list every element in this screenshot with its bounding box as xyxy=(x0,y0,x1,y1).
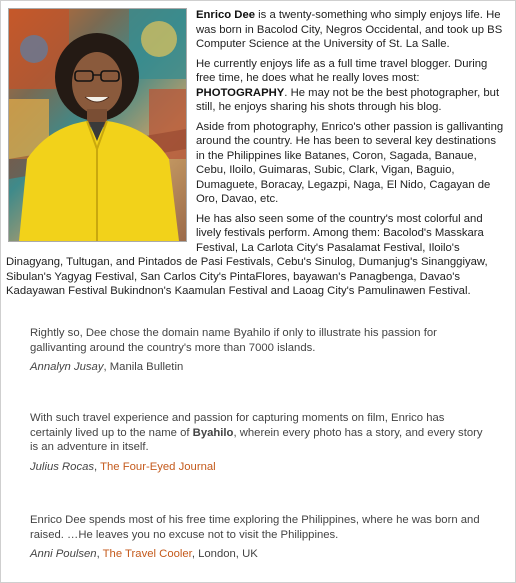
testimonial xyxy=(30,513,485,562)
testimonial xyxy=(30,326,485,375)
attribution-separator: , xyxy=(103,361,110,373)
quote-attribution xyxy=(30,360,485,375)
quote-text-b: , wherein every photo has a story, and every story is an adventure in itself. xyxy=(30,426,483,453)
byahilo-highlight: Byahilo xyxy=(192,426,234,439)
testimonial xyxy=(30,411,485,474)
source-link-four-eyed-journal[interactable]: The Four-Eyed Journal xyxy=(100,460,216,473)
bio-intro-text: is a twenty-something who simply enjoys life. He was born in Bacolod City, Negros Occidental, and took up BS Computer Science at the University of St. La Salle. xyxy=(196,9,503,50)
quote-attribution xyxy=(30,460,485,475)
quote-text-a: With such travel experience and passion for capturing moments on film, Enrico has certainly lived up to the name of xyxy=(30,412,445,439)
profile-photo xyxy=(8,8,187,242)
quote-source: Manila Bulletin xyxy=(109,361,184,373)
attribution-separator: , xyxy=(96,548,103,560)
photography-highlight: PHOTOGRAPHY xyxy=(196,86,285,99)
quote-text xyxy=(30,411,485,455)
quote-text: Rightly so, Dee chose the domain name Byahilo if only to illustrate his passion for gallivanting around the country's more than 7000 islands. xyxy=(30,327,437,354)
bio-paragraph-festivals: He has also seen some of the country's most colorful and lively festivals perform. Among them: Bacolod's Masskara Festival, La Carlota City's Pasalamat Festival, Iloilo's Dinagyang, Tultugan, and Pintados de Pasi Festivals, Cebu's Sinulog, Dumanjug's Sinanggiyaw, Sibulan's Yagyag Festival, San Carlos City's PintaFlores, bayawan's Panagbenga, Davao's Kadayawan Festival Bukindnon's Kaamulan Festival and Laoag City's Pamulinawen Festival. xyxy=(6,212,488,297)
profile-name: Enrico Dee xyxy=(196,9,256,21)
bio-section xyxy=(6,8,506,304)
bio-p2-text-b: . He may not be the best photographer, but still, he enjoys sharing his shots through his blog. xyxy=(196,86,500,113)
attribution-separator: , xyxy=(94,460,101,473)
bio-paragraph-travel: Aside from photography, Enrico's other passion is gallivanting around the country. He has been to several key destinations in the Philippines like Batanes, Coron, Sagada, Banaue, Cebu, Iloilo, Guimaras, Subic, Clark, Vigan, Baguio, Dumaguete, Boracay, Legazpi, Naga, El Nido, Cagayan de Oro, Davao, etc. xyxy=(196,120,504,205)
quote-author: Annalyn Jusay xyxy=(30,361,104,373)
quote-author: Julius Rocas xyxy=(30,460,95,473)
quote-author: Anni Poulsen xyxy=(30,548,97,560)
quote-location: , London, UK xyxy=(191,548,258,560)
quote-text: Enrico Dee spends most of his free time exploring the Philippines, where he was born and raised. …He leaves you no excuse not to visit the Philippines. xyxy=(30,514,480,541)
bio-p2-text-a: He currently enjoys life as a full time travel blogger. During free time, he does what he really loves most: xyxy=(196,57,488,84)
quote-attribution xyxy=(30,547,485,562)
source-link-travel-cooler[interactable]: The Travel Cooler xyxy=(102,548,192,560)
